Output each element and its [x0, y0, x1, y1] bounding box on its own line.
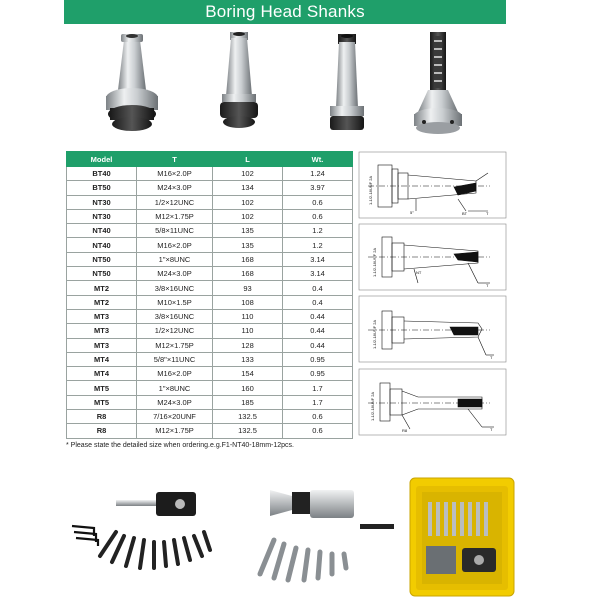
length-cell: 132.5: [213, 410, 283, 424]
length-cell: 108: [213, 295, 283, 309]
thread-cell: 3/8×16UNC: [137, 281, 213, 295]
weight-cell: 1.2: [283, 224, 353, 238]
shank-photos: [0, 28, 600, 148]
r8-drawing: [359, 369, 506, 435]
drawing-4-t-label: T: [490, 427, 493, 432]
drawing-1-type-label: BT: [462, 211, 468, 216]
length-cell: 110: [213, 309, 283, 323]
weight-cell: 1.7: [283, 395, 353, 409]
table-row: [67, 281, 353, 295]
length-cell: 135: [213, 238, 283, 252]
thread-cell: 5/8"×11UNC: [137, 352, 213, 366]
technical-drawings: [358, 151, 508, 439]
weight-cell: 0.6: [283, 410, 353, 424]
drawing-1-t-label: T: [486, 211, 489, 216]
thread-cell: 1"×8UNC: [137, 381, 213, 395]
thread-cell: 1/2×12UNC: [137, 324, 213, 338]
bt-shank-image: [106, 34, 158, 131]
r8-shank-image: [414, 32, 462, 134]
column-header-thread: T: [137, 152, 213, 167]
model-cell: NT40: [67, 224, 137, 238]
model-cell: NT50: [67, 252, 137, 266]
thread-cell: 1/2×12UNC: [137, 195, 213, 209]
drawing-2-type-label: NT: [416, 270, 422, 275]
yellow-case-image: [410, 478, 514, 596]
boring-set-1-image: [72, 492, 210, 568]
drawing-2-thread-label: 1-1/2-18UNF 2A: [372, 247, 377, 277]
drawing-3-t-label: T: [490, 355, 493, 360]
table-row: [67, 238, 353, 252]
table-row: [67, 309, 353, 323]
thread-cell: M24×3.0P: [137, 395, 213, 409]
drawing-4-type-label: R8: [402, 428, 408, 433]
table-row: [67, 410, 353, 424]
page-title: Boring Head Shanks: [64, 0, 506, 24]
model-cell: R8: [67, 410, 137, 424]
drawing-1-angle-label: 5°: [410, 210, 414, 215]
table-row: [67, 381, 353, 395]
ordering-note: * Please state the detailed size when ordering.e.g.F1-NT40-18mm-12pcs.: [66, 442, 295, 449]
length-cell: 93: [213, 281, 283, 295]
table-row: [67, 267, 353, 281]
table-row: [67, 352, 353, 366]
weight-cell: 0.4: [283, 295, 353, 309]
model-cell: MT3: [67, 309, 137, 323]
length-cell: 160: [213, 381, 283, 395]
table-row: [67, 424, 353, 438]
weight-cell: 1.7: [283, 381, 353, 395]
table-row: [67, 181, 353, 195]
weight-cell: 0.6: [283, 195, 353, 209]
column-header-model: Model: [67, 152, 137, 167]
column-header-weight: Wt.: [283, 152, 353, 167]
length-cell: 102: [213, 167, 283, 181]
product-photos: [60, 470, 520, 600]
model-cell: MT2: [67, 295, 137, 309]
table-row: [67, 395, 353, 409]
length-cell: 168: [213, 267, 283, 281]
weight-cell: 0.95: [283, 367, 353, 381]
table-row: [67, 295, 353, 309]
weight-cell: 3.14: [283, 267, 353, 281]
length-cell: 185: [213, 395, 283, 409]
table-row: [67, 209, 353, 223]
bt-drawing: [359, 152, 506, 218]
thread-cell: M16×2.0P: [137, 167, 213, 181]
model-cell: MT3: [67, 338, 137, 352]
thread-cell: 1"×8UNC: [137, 252, 213, 266]
model-cell: MT5: [67, 381, 137, 395]
mt-shank-image: [330, 34, 364, 130]
thread-cell: M12×1.75P: [137, 338, 213, 352]
weight-cell: 0.44: [283, 324, 353, 338]
table-row: [67, 195, 353, 209]
model-cell: MT4: [67, 367, 137, 381]
model-cell: NT30: [67, 195, 137, 209]
table-row: [67, 324, 353, 338]
length-cell: 102: [213, 195, 283, 209]
weight-cell: 3.97: [283, 181, 353, 195]
thread-cell: M24×3.0P: [137, 181, 213, 195]
weight-cell: 3.14: [283, 252, 353, 266]
length-cell: 133: [213, 352, 283, 366]
table-header-row: [67, 152, 353, 167]
thread-cell: M24×3.0P: [137, 267, 213, 281]
model-cell: MT3: [67, 324, 137, 338]
length-cell: 128: [213, 338, 283, 352]
thread-cell: 5/8×11UNC: [137, 224, 213, 238]
table-row: [67, 338, 353, 352]
column-header-length: L: [213, 152, 283, 167]
weight-cell: 0.4: [283, 281, 353, 295]
weight-cell: 0.44: [283, 338, 353, 352]
length-cell: 168: [213, 252, 283, 266]
nt-drawing: [359, 224, 506, 290]
table-row: [67, 167, 353, 181]
weight-cell: 0.44: [283, 309, 353, 323]
length-cell: 135: [213, 224, 283, 238]
drawing-4-thread-label: 1-1/2-18UNF 2A: [370, 391, 375, 421]
thread-cell: M12×1.75P: [137, 424, 213, 438]
thread-cell: M16×2.0P: [137, 367, 213, 381]
model-cell: MT5: [67, 395, 137, 409]
model-cell: NT40: [67, 238, 137, 252]
length-cell: 132.5: [213, 424, 283, 438]
length-cell: 154: [213, 367, 283, 381]
thread-cell: 3/8×16UNC: [137, 309, 213, 323]
model-cell: R8: [67, 424, 137, 438]
table-row: [67, 224, 353, 238]
model-cell: MT2: [67, 281, 137, 295]
weight-cell: 1.24: [283, 167, 353, 181]
drawing-2-t-label: T: [486, 283, 489, 288]
length-cell: 110: [213, 324, 283, 338]
drawing-3-thread-label: 1-1/2-18UNF 2A: [372, 319, 377, 349]
model-cell: NT30: [67, 209, 137, 223]
nt-shank-image: [220, 32, 258, 128]
model-cell: NT50: [67, 267, 137, 281]
thread-cell: 7/16×20UNF: [137, 410, 213, 424]
boring-set-2-image: [260, 490, 394, 580]
table-row: [67, 367, 353, 381]
weight-cell: 0.6: [283, 424, 353, 438]
model-cell: BT40: [67, 167, 137, 181]
thread-cell: M12×1.75P: [137, 209, 213, 223]
table-row: [67, 252, 353, 266]
drawing-1-thread-label: 1-1/2-18UNF 2A: [368, 175, 373, 205]
length-cell: 134: [213, 181, 283, 195]
weight-cell: 0.95: [283, 352, 353, 366]
thread-cell: M10×1.5P: [137, 295, 213, 309]
model-cell: BT50: [67, 181, 137, 195]
length-cell: 102: [213, 209, 283, 223]
thread-cell: M16×2.0P: [137, 238, 213, 252]
weight-cell: 0.6: [283, 209, 353, 223]
weight-cell: 1.2: [283, 238, 353, 252]
mt-drawing: [359, 296, 506, 362]
shank-spec-table: [66, 151, 353, 439]
model-cell: MT4: [67, 352, 137, 366]
